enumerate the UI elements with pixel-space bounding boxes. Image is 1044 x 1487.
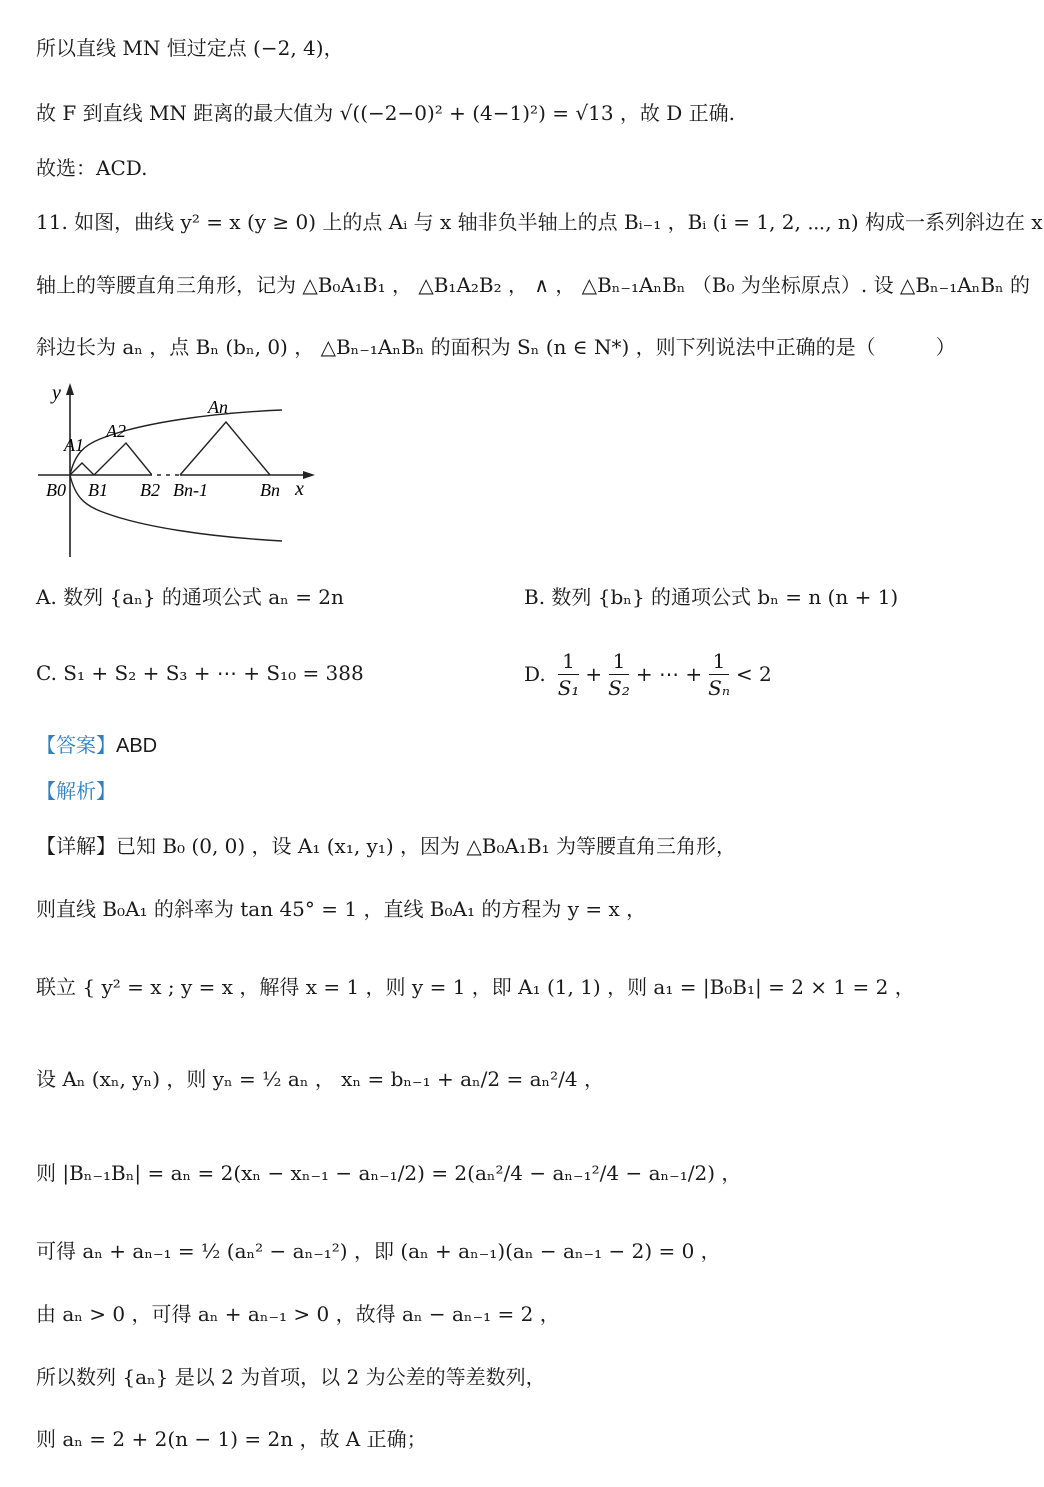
fraction-2-num: 1 xyxy=(609,648,630,675)
option-d-prefix: D. xyxy=(524,662,546,686)
label-a2: A2 xyxy=(106,421,126,441)
fraction-n-den: Sₙ xyxy=(708,675,730,700)
fraction-1 xyxy=(558,648,580,701)
fraction-1-den: S₁ xyxy=(557,675,580,700)
analysis-tag: 【解析】 xyxy=(36,779,116,803)
solution-line-7: 所以数列 {aₙ} 是以 2 为首项，以 2 为公差的等差数列， xyxy=(36,1365,546,1389)
option-c: C. S₁ + S₂ + S₃ + ⋯ + S₁₀ = 388 xyxy=(36,661,364,685)
label-x: x xyxy=(295,478,304,500)
parabola-upper xyxy=(70,410,282,475)
label-an: An xyxy=(208,397,228,417)
option-a: A. 数列 {aₙ} 的通项公式 aₙ = 2n xyxy=(36,585,344,609)
solution-line-5: 可得 aₙ + aₙ₋₁ = ½ (aₙ² − aₙ₋₁²) ，即 (aₙ + aₙ₋₁)(aₙ − aₙ₋₁ − 2) = 0 ， xyxy=(36,1239,721,1263)
parabola-figure xyxy=(30,375,330,565)
label-b2: B2 xyxy=(140,480,160,500)
label-bn: Bn xyxy=(260,480,280,500)
label-y: y xyxy=(52,382,61,404)
text-line-1: 所以直线 MN 恒过定点 (−2, 4)， xyxy=(36,36,344,60)
question-line-2: 轴上的等腰直角三角形，记为 △B₀A₁B₁ ， △B₁A₂B₂ ， ∧ ， △Bₙ₋₁AₙBₙ （B₀ 为坐标原点）. 设 △Bₙ₋₁AₙBₙ 的 xyxy=(36,273,1031,297)
solution-line-8: 则 aₙ = 2 + 2(n − 1) = 2n ，故 A 正确； xyxy=(36,1427,427,1451)
solution-line-2: 联立 { y² = x ; y = x ，解得 x = 1 ，则 y = 1 ，即 A₁ (1, 1) ，则 a₁ = |B₀B₁| = 2 × 1 = 2 ， xyxy=(36,975,915,999)
triangle-n xyxy=(180,422,270,475)
fraction-2-den: S₂ xyxy=(608,675,630,700)
solution-line-3: 设 Aₙ (xₙ, yₙ) ，则 yₙ = ½ aₙ ， xₙ = bₙ₋₁ + aₙ/2 = aₙ²/4 ， xyxy=(36,1067,605,1091)
triangle-2 xyxy=(94,443,152,475)
label-bn-1: Bn-1 xyxy=(173,480,208,500)
plus-sign: + xyxy=(585,662,603,686)
question-line-1: 11. 如图，曲线 y² = x (y ≥ 0) 上的点 Aᵢ 与 x 轴非负半轴上的点 Bᵢ₋₁ ，Bᵢ (i = 1, 2, ⋯, n) 构成一系列斜边在 x xyxy=(36,210,1043,234)
label-a1: A1 xyxy=(64,435,84,455)
y-axis-arrow xyxy=(66,383,74,395)
label-b0: B0 xyxy=(46,480,66,500)
answer-tag: 【答案】 xyxy=(36,733,116,757)
text-line-2: 故 F 到直线 MN 距离的最大值为 √((−2−0)² + (4−1)²) = √13 ，故 D 正确. xyxy=(36,101,736,125)
x-axis-arrow xyxy=(303,471,315,479)
text-line-3: 故选：ACD. xyxy=(36,156,148,180)
answer-value: ABD xyxy=(116,735,158,757)
fraction-n xyxy=(708,648,730,701)
fraction-n-num: 1 xyxy=(709,648,730,675)
less-than-2: < 2 xyxy=(735,662,772,686)
question-line-3: 斜边长为 aₙ ，点 Bₙ (bₙ, 0) ， △Bₙ₋₁AₙBₙ 的面积为 Sₙ (n ∈ N*) ，则下列说法中正确的是（ ） xyxy=(36,335,956,359)
solution-line-4: 则 |Bₙ₋₁Bₙ| = aₙ = 2(xₙ − xₙ₋₁ − aₙ₋₁/2) = 2(aₙ²/4 − aₙ₋₁²/4 − aₙ₋₁/2) ， xyxy=(36,1161,742,1185)
fraction-2 xyxy=(608,648,630,701)
answer-line xyxy=(36,730,157,761)
detail-tag: 【详解】 xyxy=(36,834,116,858)
solution-line-1: 则直线 B₀A₁ 的斜率为 tan 45° = 1 ，直线 B₀A₁ 的方程为 y = x ， xyxy=(36,897,647,921)
detail-text: 已知 B₀ (0, 0) ，设 A₁ (x₁, y₁) ，因为 △B₀A₁B₁ 为等腰直角三角形， xyxy=(116,834,737,858)
option-d xyxy=(524,642,772,706)
detail-line xyxy=(36,831,736,861)
analysis-line xyxy=(36,776,116,806)
label-b1: B1 xyxy=(88,480,108,500)
solution-line-6: 由 aₙ > 0 ，可得 aₙ + aₙ₋₁ > 0 ，故得 aₙ − aₙ₋₁ = 2 ， xyxy=(36,1302,560,1326)
ellipsis-sum: + ⋯ + xyxy=(635,662,703,686)
option-b: B. 数列 {bₙ} 的通项公式 bₙ = n (n + 1) xyxy=(524,585,899,609)
fraction-1-num: 1 xyxy=(558,648,579,675)
